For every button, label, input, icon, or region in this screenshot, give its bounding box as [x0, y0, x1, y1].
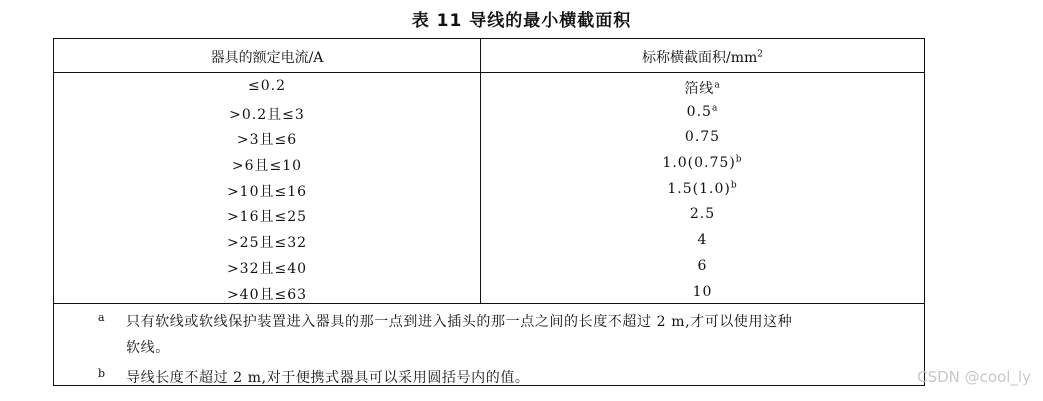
- cross-section-value: 0.75: [684, 129, 721, 146]
- table-row: [54, 75, 924, 101]
- rated-current-cell: >25且≤32: [226, 235, 308, 252]
- table-row: [54, 178, 924, 204]
- table-row: [54, 126, 924, 152]
- cross-section-cell: [481, 206, 924, 222]
- footnote-ref: a: [711, 103, 719, 114]
- cross-section-cell: [481, 129, 924, 145]
- rated-current-cell: >40且≤63: [226, 286, 308, 303]
- footnote-b-mark: b: [98, 367, 106, 380]
- table-header: [54, 39, 924, 73]
- cross-section-cell: [481, 181, 924, 197]
- header-cross-section: [481, 47, 924, 67]
- cross-section-value: 2.5: [689, 206, 716, 223]
- rated-current-cell: >16且≤25: [226, 209, 308, 226]
- cross-section-value: 4: [697, 232, 708, 249]
- cross-section-cell: [481, 232, 924, 248]
- rated-current-cell: >6且≤10: [231, 158, 303, 175]
- footnote-b-text: 导线长度不超过 2 m,对于便携式器具可以采用圆括号内的值。: [126, 370, 530, 386]
- cross-section-value: 1.0(0.75): [662, 155, 736, 172]
- table-row: [54, 255, 924, 281]
- table-row: [54, 229, 924, 255]
- cross-section-value: 0.5: [686, 103, 712, 120]
- table-title: 表 11 导线的最小横截面积: [411, 11, 632, 31]
- cross-section-cell: [481, 78, 924, 98]
- cross-section-value: 箔线: [684, 81, 715, 97]
- cross-section-value: 10: [692, 283, 713, 300]
- header-cross-section-label: 标称横截面积/mm: [641, 50, 758, 66]
- rated-current-cell: ≤0.2: [248, 78, 286, 94]
- table-body: [54, 75, 924, 306]
- table-row: [54, 101, 924, 127]
- cross-section-cell: [481, 258, 924, 274]
- footnote-a-mark: a: [98, 311, 105, 324]
- footnote-a-text-line1: 只有软线或软线保护装置进入器具的那一点到进入插头的那一点之间的长度不超过 2 m,才可以使用这种: [126, 314, 793, 330]
- footnote-ref: a: [714, 80, 721, 91]
- footnote-ref: b: [735, 154, 743, 165]
- footnote-separator: [54, 303, 924, 304]
- rated-current-cell: >3且≤6: [236, 132, 298, 149]
- cross-section-value: 1.5(1.0): [667, 180, 731, 197]
- footnote-ref: b: [730, 180, 738, 191]
- cross-section-cell: [481, 284, 924, 300]
- table-row: [54, 152, 924, 178]
- header-cross-section-superscript: 2: [757, 49, 763, 60]
- cross-section-value: 6: [697, 257, 708, 274]
- header-rated-current: 器具的额定电流/A: [210, 50, 324, 66]
- csdn-watermark: CSDN @cool_ly: [917, 368, 1031, 386]
- cross-section-cell: [481, 104, 924, 120]
- conductor-table: [53, 38, 925, 386]
- table-row: [54, 203, 924, 229]
- rated-current-cell: >0.2且≤3: [229, 106, 305, 123]
- rated-current-cell: >32且≤40: [226, 260, 308, 277]
- cross-section-cell: [481, 155, 924, 171]
- rated-current-cell: >10且≤16: [226, 183, 308, 200]
- footnote-a-text-line2: 软线。: [126, 340, 170, 356]
